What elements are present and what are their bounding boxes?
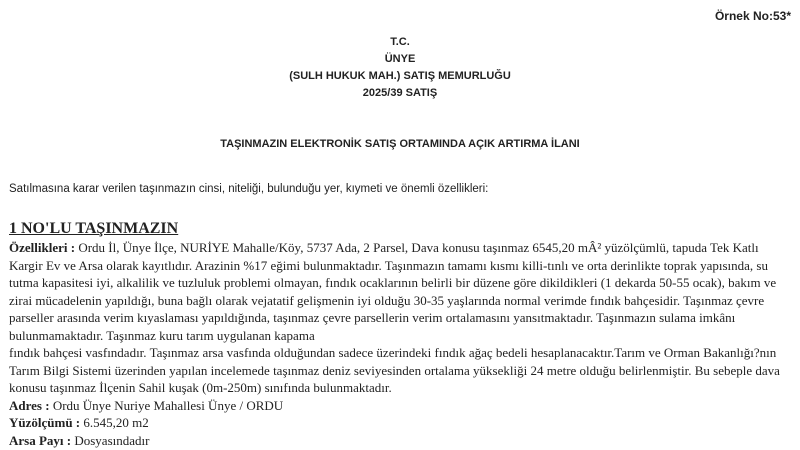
document-header	[0, 34, 800, 102]
property-title: 1 NO'LU TAŞINMAZIN	[9, 220, 179, 237]
features-paragraph	[9, 239, 785, 344]
header-office: (SULH HUKUK MAH.) SATIŞ MEMURLUĞU	[289, 70, 511, 82]
address-row	[9, 397, 785, 415]
address-value: Ordu Ünye Nuriye Mahallesi Ünye / ORDU	[49, 397, 284, 413]
area-value: 6.545,20 m2	[80, 415, 149, 430]
property-section	[9, 219, 785, 449]
announcement-title: TAŞINMAZIN ELEKTRONİK SATIŞ ORTAMINDA AÇIK ARTIRMA İLANI	[220, 138, 580, 150]
area-label: Yüzölçümü :	[9, 415, 81, 430]
share-row	[9, 432, 785, 450]
area-row	[9, 414, 785, 432]
header-case-number: 2025/39 SATIŞ	[362, 87, 438, 99]
address-label: Adres :	[9, 397, 50, 413]
intro-text: Satılmasına karar verilen taşınmazın cinsi, niteliği, bulunduğu yer, kıymeti ve önemli özellikleri:	[9, 183, 489, 195]
header-district: ÜNYE	[384, 53, 416, 65]
features-paragraph-continued: fındık bahçesi vasfındadır. Taşınmaz arsa vasfında olduğundan sadece üzerindeki fındık ağaç bedeli hesaplanacaktır.Tarım ve Orman Bakanlığı?nın Tarım Bilgi Sistemi üzerinden yapılan incelemede taşınmaz deniz seviyesinden ortalama yüksekliği 24 metre olduğu belirlenmiştir. Bu sebeple dava konusu taşınmaz İlçenin Sahil kuşak (0m-250m) sınıfında bulunmaktadır.	[9, 345, 780, 395]
share-value: Dosyasındadır	[71, 432, 150, 448]
header-tc: T.C.	[390, 36, 410, 48]
property-details	[9, 239, 785, 449]
features-text: Ordu İl, Ünye İlçe, NURİYE Mahalle/Köy, 5737 Ada, 2 Parsel, Dava konusu taşınmaz 6545,20 mÂ² yüzölçümlü, tapuda Tek Katlı Kargir Ev ve Arsa olarak kayıtlıdır. Arazinin %17 eğimi bulunmaktadır. Taşınmazın tamamı kısmı killi-tınlı ve orta derinlikte toprak yapısında, su tutma kapasitesi iyi, alkalilik ve tuzluluk problemi olmayan, fındık ocaklarının belirli bir düzene göre dikildikleri (1 dekarda 50-55 ocak), bakım ve zirai mücadelenin yapıldığı, buna bağlı olarak vejatatif gelişmenin iyi olduğu 30-35 yaşlarında normal verimde fındık bahçesidir. Taşınmaz çevre parseller arasında verim kıyaslaması yapıldığında, taşınmaz çevre parsellerin verim ortalamasını yansıtmaktadır. Taşınmazın sulama imkânı bulunmamaktadır. Taşınmaz kuru tarım uygulanan kapama	[9, 240, 777, 343]
features-label: Özellikleri :	[9, 240, 76, 255]
form-number: Örnek No:53*	[714, 9, 791, 23]
share-label: Arsa Payı :	[9, 432, 72, 448]
